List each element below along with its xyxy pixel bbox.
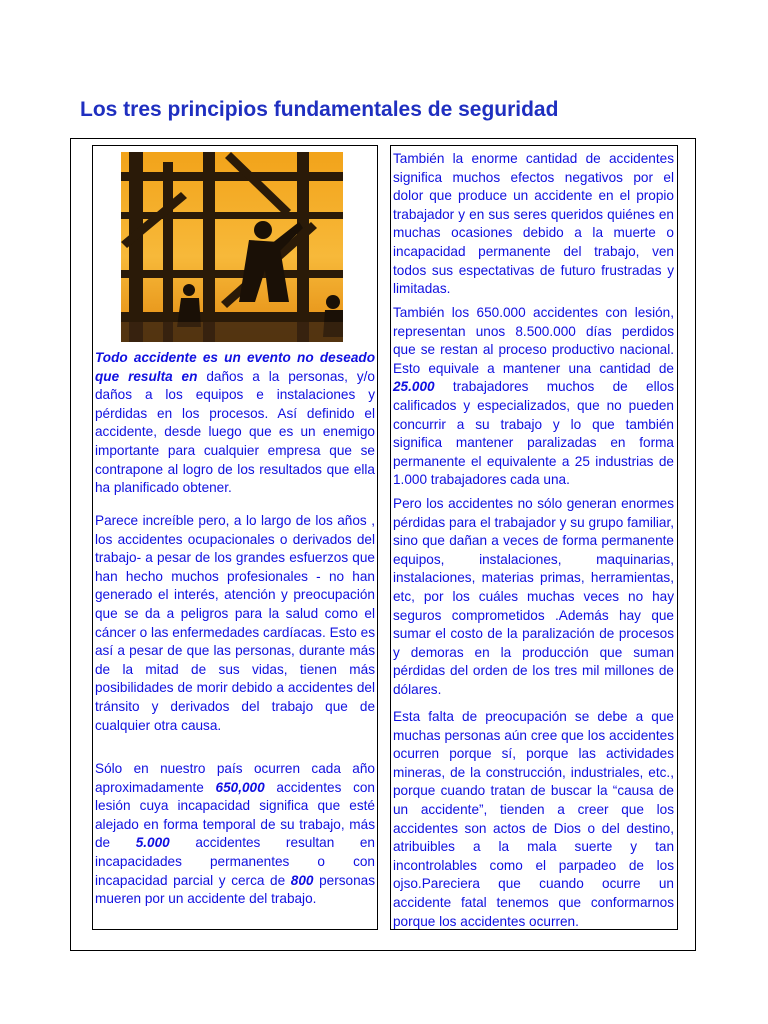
left-paragraph-3 [95,760,375,909]
right-paragraph-4: Esta falta de preocupación se debe a que muchas personas aún cree que los accidentes ocurren porque sí, porque las actividades mineras, de la construcción, industriales, etc., porque cuando tratan de buscar la “causa de un accidente”, tienden a creer que los accidentes son actos de Dios o del destino, atribuibles a la mala suerte y tan incontrolables como el parpadeo de los ojso.Pareciera que cuando ocurre un accidente fatal tenemos que conformarnos porque los accidentes ocurren. [393,709,674,929]
right-paragraph-2 [393,304,674,490]
stat-permanent: 5.000 [135,835,170,851]
workers-silhouette-image [121,152,343,342]
stats-text-a: Sólo en nuestro país ocurren cada año aproximadamente [95,761,375,795]
stat-workers: 25.000 [393,379,435,395]
stat-accidents: 650,000 [215,779,265,795]
definition-rest: daños a la personas, y/o daños a los equipos e instalaciones y pérdidas en los procesos. Así definido el accidente, desde luego que es un enemigo importante para cualquier empresa que se contrapone al logro de los resultados que ella ha planificado obtener. [95,368,375,496]
right-paragraph-1: También la enorme cantidad de accidentes significa muchos efectos negativos por el dolor que produce un accidente en el propio trabajador y en sus seres queridos quiénes en muchas ocasiones debido a la muerte o incapacidad permanente del trabajo, ven todos sus espectativas de futuro frustradas y limitadas. [393,151,674,297]
stat-deaths: 800 [290,872,314,888]
right-paragraph-3: Pero los accidentes no sólo generan enormes pérdidas para el trabajador y su grupo familiar, sino que dañan a veces de forma permanente equipos, instalaciones, maquinarias, instalaciones, materias primas, herramientas, etc, por los cuáles muchas veces no hay seguros comprometidos .Además hay que sumar el costo de la paralización de procesos y demoras en la producción que suman pérdidas del orden de los tres mil millones de dólares. [393,496,674,697]
document-title: Los tres principios fundamentales de seguridad [80,98,559,121]
construction-workers-icon [121,152,343,342]
definition-lead: Todo accidente es un evento no deseado que resulta en [95,350,375,384]
days-lost-text-b: trabajadores muchos de ellos calificados y especializados, que no pueden concurrir a su trabajo y lo que también significa mantener paralizadas en forma permanente el equivalente a 25 industrias de 1.000 trabajadores cada una. [393,379,674,488]
left-paragraph-1 [95,349,375,498]
days-lost-text-a: También los 650.000 accidentes con lesión, representan unos 8.500.000 días perdidos que se restan al proceso productivo nacional. Esto equivale a mantener una cantidad de [393,305,674,376]
stats-text-d: personas mueren por un accidente del trabajo. [95,872,375,907]
left-paragraph-2: Parece increíble pero, a lo largo de los años , los accidentes ocupacionales o derivados del trabajo- a pesar de los grandes esfuerzos que han hecho muchos profesionales - no han generado el interés, atención y preocupación que se da a peligros para la salud como el cáncer o las enfermedades cardíacas. Esto es así a pesar de que las personas, durante más de la mitad de sus vidas, tienen más posibilidades de morir debido a accidentes del tránsito y derivados del trabajo que de cualquier otra causa. [95,513,375,733]
stats-text-c: accidentes resultan en incapacidades permanentes o con incapacidad parcial y cerca de [95,835,375,888]
stats-text-b: accidentes con lesión cuya incapacidad significa que esté alejado en forma temporal de su trabajo, más de [95,779,375,851]
